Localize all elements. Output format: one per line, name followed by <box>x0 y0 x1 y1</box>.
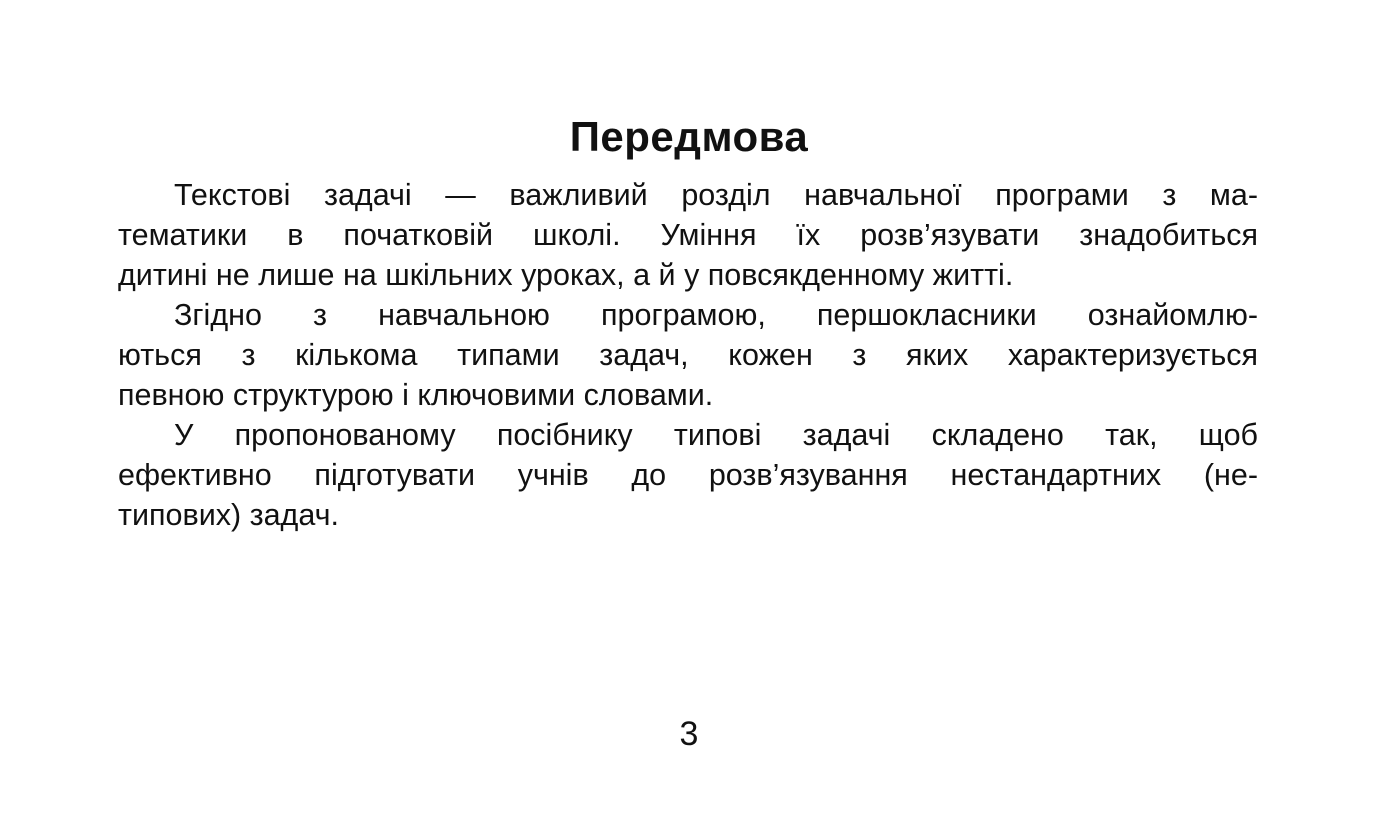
text-line-8: ефективно підготувати учнів до розв’язування нестандартних (не- <box>118 458 1258 492</box>
page-number: 3 <box>679 715 699 753</box>
text-line-3: дитині не лише на шкільних уроках, а й у повсякденному житті. <box>118 258 1014 292</box>
text-line-7: У пропонованому посібнику типові задачі складено так, щоб <box>174 418 1258 452</box>
text-line-5: ються з кількома типами задач, кожен з яких характеризується <box>118 338 1258 372</box>
page-title: Передмова <box>569 113 809 160</box>
text-line-4: Згідно з навчальною програмою, першокласники ознайомлю- <box>174 298 1258 332</box>
text-line-1: Текстові задачі — важливий розділ навчальної програми з ма- <box>174 178 1258 212</box>
preface-text <box>118 175 1258 535</box>
text-line-2: тематики в початковій школі. Уміння їх розв’язувати знадобиться <box>118 218 1258 252</box>
text-line-6: певною структурою і ключовими словами. <box>118 378 714 412</box>
text-line-9: типових) задач. <box>118 498 340 532</box>
